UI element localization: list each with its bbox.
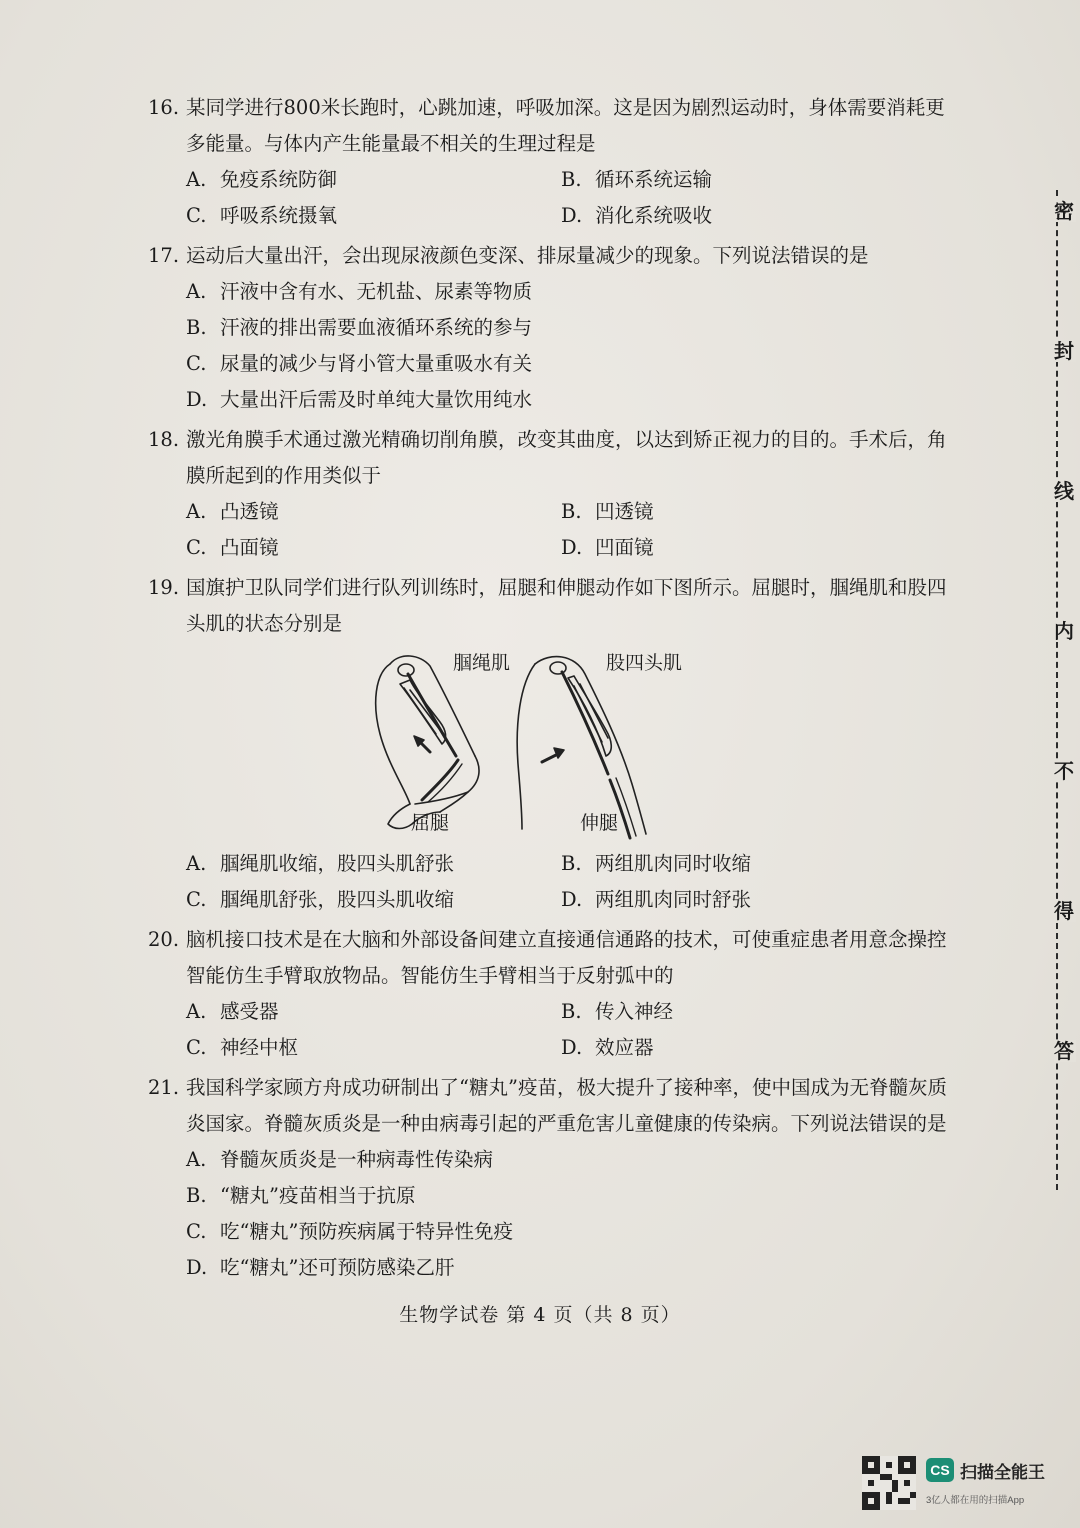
binding-line <box>1056 190 1080 1190</box>
option-b: B. “糖丸”疫苗相当于抗原 <box>186 1184 416 1207</box>
question-number: 17. <box>148 244 180 267</box>
option-c: C. 吃“糖丸”预防疾病属于特异性免疫 <box>186 1220 513 1243</box>
options <box>148 162 958 234</box>
question-20 <box>148 922 958 1066</box>
question-16 <box>148 90 958 234</box>
question-stem: 激光角膜手术通过激光精确切削角膜，改变其曲度，以达到矫正视力的目的。手术后，角膜所起到的作用类似于 <box>186 428 947 487</box>
option-d: D. 大量出汗后需及时单纯大量饮用纯水 <box>186 388 533 411</box>
question-number: 18. <box>148 428 180 451</box>
options <box>148 494 958 566</box>
option-a: A. 脊髓灰质炎是一种病毒性传染病 <box>186 1148 494 1171</box>
bent-leg-illustration <box>376 656 479 829</box>
option-d: D. 吃“糖丸”还可预防感染乙肝 <box>186 1256 455 1279</box>
option-c: C. 神经中枢 <box>186 1036 299 1059</box>
options <box>148 1142 958 1286</box>
option-b: B. 汗液的排出需要血液循环系统的参与 <box>186 316 533 339</box>
hamstring-label: 腘绳肌 <box>453 652 511 674</box>
option-d: D. 两组肌肉同时舒张 <box>561 888 752 911</box>
option-a: A. 免疫系统防御 <box>186 168 338 191</box>
option-b: B. 传入神经 <box>561 1000 674 1023</box>
cs-logo-icon: CS <box>926 1458 954 1482</box>
extend-caption: 伸腿 <box>580 812 619 834</box>
options <box>148 994 958 1066</box>
binding-char: 不 <box>1054 760 1074 782</box>
question-18 <box>148 422 958 566</box>
question-stem: 脑机接口技术是在大脑和外部设备间建立直接通信通路的技术，可使重症患者用意念操控智能仿生手臂取放物品。智能仿生手臂相当于反射弧中的 <box>186 928 947 987</box>
options <box>148 846 958 918</box>
option-b: B. 循环系统运输 <box>561 168 713 191</box>
question-number: 16. <box>148 96 180 119</box>
option-a: A. 凸透镜 <box>186 500 279 523</box>
option-b: B. 凹透镜 <box>561 500 654 523</box>
question-17 <box>148 238 958 418</box>
option-c: C. 凸面镜 <box>186 536 279 559</box>
brand-tagline: 3亿人都在用的扫描App <box>926 1495 1025 1506</box>
brand-name: 扫描全能王 <box>960 1463 1045 1482</box>
question-stem: 我国科学家顾方舟成功研制出了“糖丸”疫苗，极大提升了接种率，使中国成为无脊髓灰质炎国家。脊髓灰质炎是一种由病毒引起的严重危害儿童健康的传染病。下列说法错误的是 <box>186 1076 947 1135</box>
question-number: 20. <box>148 928 180 951</box>
option-d: D. 效应器 <box>561 1036 654 1059</box>
question-21 <box>148 1070 958 1286</box>
option-d: D. 消化系统吸收 <box>561 204 713 227</box>
leg-muscle-figure <box>148 644 958 842</box>
option-d: D. 凹面镜 <box>561 536 654 559</box>
question-stem: 国旗护卫队同学们进行队列训练时，屈腿和伸腿动作如下图所示。屈腿时，腘绳肌和股四头肌的状态分别是 <box>186 576 947 635</box>
question-number: 19. <box>148 576 180 599</box>
binding-char: 得 <box>1054 900 1074 922</box>
option-a: A. 汗液中含有水、无机盐、尿素等物质 <box>186 280 533 303</box>
question-list <box>148 90 958 1290</box>
binding-char: 内 <box>1054 620 1074 642</box>
binding-char: 答 <box>1054 1040 1074 1062</box>
options <box>148 274 958 418</box>
question-stem: 某同学进行800米长跑时，心跳加速，呼吸加深。这是因为剧烈运动时，身体需要消耗更多能量。与体内产生能量最不相关的生理过程是 <box>186 96 945 155</box>
question-19 <box>148 570 958 918</box>
question-number: 21. <box>148 1076 180 1099</box>
qr-code-icon <box>862 1456 916 1510</box>
quadriceps-label: 股四头肌 <box>606 652 683 674</box>
binding-char: 密 <box>1054 200 1074 222</box>
binding-char: 封 <box>1054 340 1074 362</box>
binding-char: 线 <box>1054 480 1074 502</box>
option-c: C. 呼吸系统摄氧 <box>186 204 338 227</box>
option-a: A. 感受器 <box>186 1000 279 1023</box>
page-footer: 生物学试卷 第 4 页（共 8 页） <box>399 1304 681 1326</box>
option-b: B. 两组肌肉同时收缩 <box>561 852 752 875</box>
bend-caption: 屈腿 <box>411 812 450 834</box>
option-c: C. 腘绳肌舒张，股四头肌收缩 <box>186 888 455 911</box>
option-a: A. 腘绳肌收缩，股四头肌舒张 <box>186 852 455 875</box>
question-stem: 运动后大量出汗，会出现尿液颜色变深、排尿量减少的现象。下列说法错误的是 <box>186 244 869 267</box>
scanner-watermark <box>862 1452 1062 1512</box>
option-c: C. 尿量的减少与肾小管大量重吸水有关 <box>186 352 533 375</box>
